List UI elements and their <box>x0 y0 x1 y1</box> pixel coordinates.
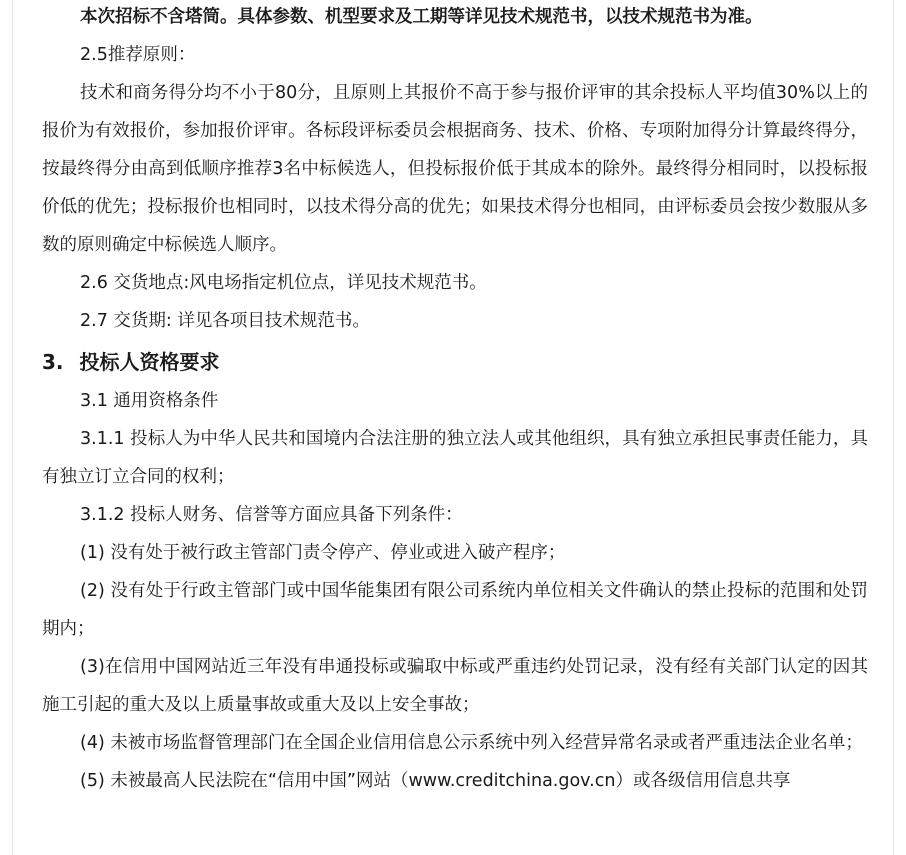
tender-scope-paragraph: 本次招标不含塔筒。具体参数、机型要求及工期等详见技术规范书，以技术规范书为准。 <box>80 7 763 27</box>
section-3-heading <box>42 340 868 382</box>
section-3-1-2-paragraph: 3.1.2 投标人财务、信誉等方面应具备下列条件： <box>80 505 463 525</box>
section-3-title: 投标人资格要求 <box>79 350 220 374</box>
section-3-number: 3. <box>42 350 64 374</box>
section-2-6-paragraph: 2.6 交货地点:风电场指定机位点，详见技术规范书。 <box>80 273 487 293</box>
condition-item-2: (2) 没有处于行政主管部门或中国华能集团有限公司系统内单位相关文件确认的禁止投标的范围和处罚期内； <box>42 581 868 639</box>
document-body <box>42 0 868 800</box>
page-left-edge <box>12 0 13 855</box>
section-2-5-body: 技术和商务得分均不小于80分，且原则上其报价不高于参与报价评审的其余投标人平均值30%以上的报价为有效报价，参加报价评审。各标段评标委员会根据商务、技术、价格、专项附加得分计算最终得分，按最终得分由高到低顺序推荐3名中标候选人，但投标报价低于其成本的除外。最终得分相同时，以投标报价低的优先；投标报价也相同时，以技术得分高的优先；如果技术得分也相同，由评标委员会按少数服从多数的原则确定中标候选人顺序。 <box>42 83 868 255</box>
section-2-5-title: 2.5推荐原则： <box>80 45 196 65</box>
section-3-1-1-paragraph: 3.1.1 投标人为中华人民共和国境内合法注册的独立法人或其他组织，具有独立承担民事责任能力，具有独立订立合同的权利； <box>42 429 868 487</box>
condition-item-4: (4) 未被市场监督管理部门在全国企业信用信息公示系统中列入经营异常名录或者严重违法企业名单； <box>80 733 863 753</box>
section-3-1-title: 3.1 通用资格条件 <box>80 391 219 411</box>
condition-item-1: (1) 没有处于被行政主管部门责令停产、停业或进入破产程序； <box>80 543 566 563</box>
condition-item-5: (5) 未被最高人民法院在“信用中国”网站（www.creditchina.gov.cn）或各级信用信息共享 <box>80 771 791 791</box>
section-2-7-paragraph: 2.7 交货期: 详见各项目技术规范书。 <box>80 311 370 331</box>
condition-item-3: (3)在信用中国网站近三年没有串通投标或骗取中标或严重违约处罚记录，没有经有关部门认定的因其施工引起的重大及以上质量事故或重大及以上安全事故； <box>42 657 868 715</box>
page-right-edge <box>893 0 894 855</box>
